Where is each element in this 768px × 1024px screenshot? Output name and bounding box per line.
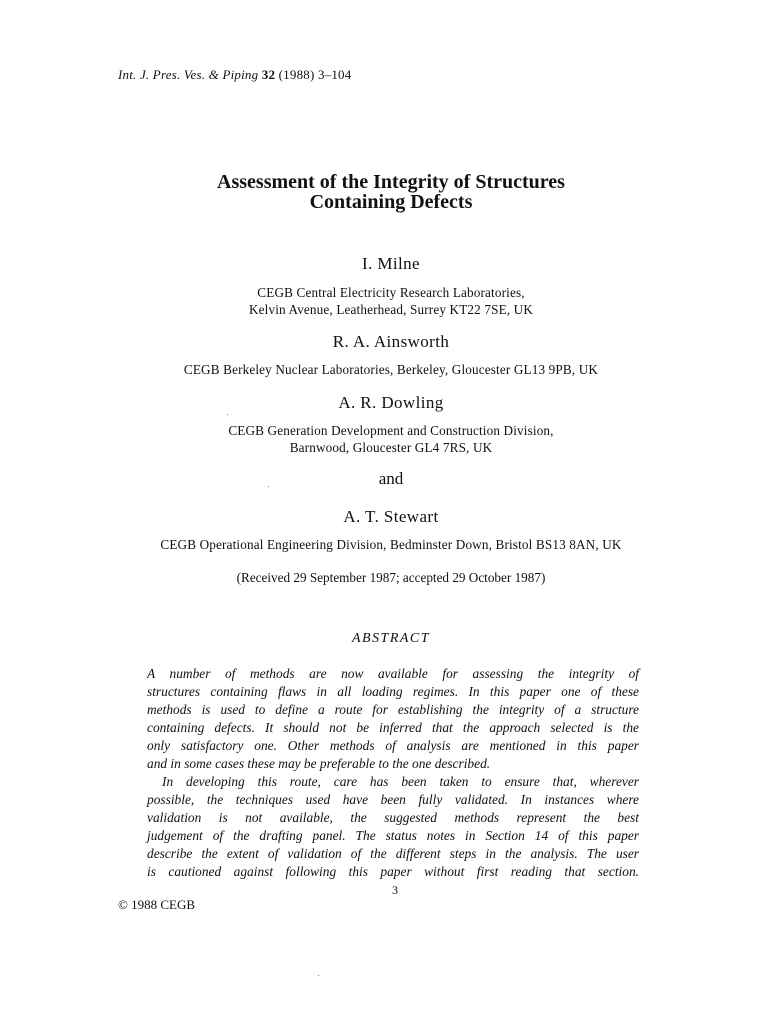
scan-speck	[268, 486, 269, 487]
and-conjunction: and	[378, 469, 404, 488]
scan-speck	[227, 414, 228, 415]
abstract-line: validation is not available, the suggested methods represent the best	[147, 810, 639, 825]
journal-volume: 32	[261, 67, 276, 82]
scan-speck	[318, 975, 319, 976]
author-affiliation-line: Barnwood, Gloucester GL4 7RS, UK	[289, 440, 493, 455]
author-affiliation-line: CEGB Central Electricity Research Laboratories,	[257, 285, 525, 300]
author-name: A. T. Stewart	[343, 507, 439, 526]
paper-title-line-2: Containing Defects	[309, 191, 473, 213]
author-affiliation-line: CEGB Operational Engineering Division, Bedminster Down, Bristol BS13 8AN, UK	[160, 537, 622, 552]
abstract-line: In developing this route, care has been taken to ensure that, wherever	[162, 774, 639, 789]
abstract-line: is cautioned against following this paper without first reading that section.	[147, 864, 639, 879]
abstract-line: A number of methods are now available for assessing the integrity of	[147, 666, 639, 681]
abstract-line: structures containing flaws in all loading regimes. In this paper one of these	[147, 684, 639, 699]
journal-reference	[118, 67, 351, 83]
abstract-line: possible, the techniques used have been fully validated. In instances where	[147, 792, 639, 807]
abstract-line: and in some cases these may be preferable to the one described.	[147, 756, 491, 771]
abstract-line: judgement of the drafting panel. The status notes in Section 14 of this paper	[147, 828, 639, 843]
author-name: I. Milne	[362, 254, 420, 273]
paper-title-line-1: Assessment of the Integrity of Structures	[217, 171, 565, 193]
abstract-line: only satisfactory one. Other methods of analysis are mentioned in this paper	[147, 738, 639, 753]
author-affiliation-line: CEGB Berkeley Nuclear Laboratories, Berkeley, Gloucester GL13 9PB, UK	[183, 362, 599, 377]
author-name: A. R. Dowling	[338, 393, 444, 412]
received-dates: (Received 29 September 1987; accepted 29 October 1987)	[236, 570, 546, 585]
page-number: 3	[392, 883, 398, 897]
abstract-line: methods is used to define a route for establishing the integrity of a structure	[147, 702, 639, 717]
author-affiliation-line: Kelvin Avenue, Leatherhead, Surrey KT22 7SE, UK	[248, 302, 534, 317]
abstract-line: containing defects. It should not be inferred that the approach selected is the	[147, 720, 639, 735]
journal-name: Int. J. Pres. Ves. & Piping	[118, 67, 259, 82]
author-affiliation-line: CEGB Generation Development and Construction Division,	[228, 423, 554, 438]
copyright-notice: © 1988 CEGB	[118, 897, 196, 912]
journal-year-pages: (1988) 3–104	[278, 67, 352, 82]
author-name: R. A. Ainsworth	[332, 332, 450, 351]
abstract-line: describe the extent of validation of the different steps in the analysis. The user	[147, 846, 639, 861]
abstract-heading: ABSTRACT	[351, 631, 431, 646]
